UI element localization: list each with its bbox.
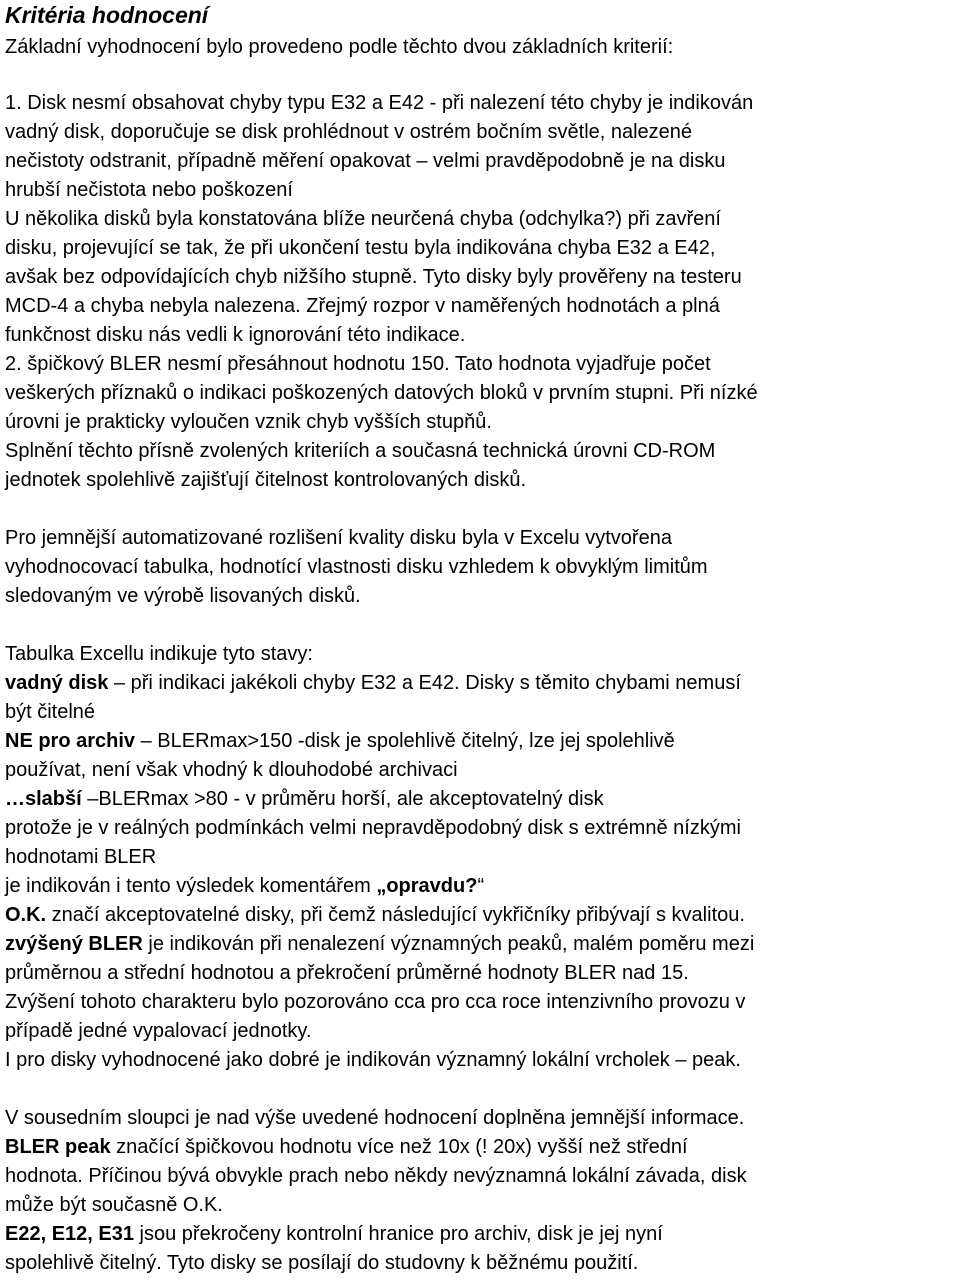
paragraph-gap: [5, 495, 960, 524]
text-line: protože je v reálných podmínkách velmi nepravděpodobný disk s extrémně nízkými: [5, 817, 741, 839]
state-zvyseny-bler: [5, 930, 960, 959]
text-line: případě jedné vypalovací jednotky.: [5, 1020, 312, 1042]
text-line: může být současně O.K.: [5, 1194, 223, 1216]
paragraph-gap: [5, 62, 960, 89]
text-line: hrubší nečistota nebo poškození: [5, 179, 293, 201]
excel-paragraph: [5, 524, 960, 611]
state-term: …slabší: [5, 788, 82, 810]
closing-quote: “: [477, 875, 485, 897]
state-ok: [5, 901, 960, 930]
text-line: jednotek spolehlivě zajišťují čitelnost kontrolovaných disků.: [5, 469, 527, 491]
text-line: být čitelné: [5, 701, 96, 723]
text-line: funkčnost disku nás vedli k ignorování této indikace.: [5, 324, 466, 346]
state-term: zvýšený BLER: [5, 933, 143, 955]
text-line: veškerých příznaků o indikaci poškozených datových bloků v prvním stupni. Při nízké: [5, 382, 758, 404]
state-term: BLER peak: [5, 1136, 111, 1158]
text-line: V sousedním sloupci je nad výše uvedené hodnocení doplněna jemnější informace.: [5, 1107, 745, 1129]
text-line: vyhodnocovací tabulka, hodnotící vlastnosti disku vzhledem k obvyklým limitům: [5, 556, 708, 578]
state-description: značící špičkovou hodnotu více než 10x (! 20x) vyšší než střední: [110, 1136, 688, 1158]
states-section: [5, 640, 960, 1075]
text-line: [5, 872, 960, 901]
text-line: průměrnou a střední hodnotou a překročení průměrné hodnoty BLER nad 15.: [5, 962, 689, 984]
paragraph-gap: [5, 611, 960, 640]
state-description: –BLERmax >80 - v průměru horší, ale akceptovatelný disk: [81, 788, 604, 810]
state-slabsi: [5, 785, 960, 814]
text-line: Splnění těchto přísně zvolených kriteriích a současná technická úrovni CD-ROM: [5, 440, 716, 462]
comment-intro: je indikován i tento výsledek komentářem: [5, 875, 377, 897]
text-line: používat, není však vhodný k dlouhodobé archivaci: [5, 759, 458, 781]
text-line: disku, projevující se tak, že při ukončení testu byla indikována chyba E32 a E42,: [5, 237, 716, 259]
state-description: – při indikaci jakékoli chyby E32 a E42. Disky s těmito chybami nemusí: [108, 672, 741, 694]
paragraph-gap: [5, 1075, 960, 1104]
text-line: vadný disk, doporučuje se disk prohlédnout v ostrém bočním světle, nalezené: [5, 121, 693, 143]
text-line: hodnota. Příčinou bývá obvykle prach nebo někdy nevýznamná lokální závada, disk: [5, 1165, 747, 1187]
text-line: MCD-4 a chyba nebyla nalezena. Zřejmý rozpor v naměřených hodnotách a plná: [5, 295, 720, 317]
text-line: úrovni je prakticky vyloučen vznik chyb vyšších stupňů.: [5, 411, 492, 433]
text-line: avšak bez odpovídajících chyb nižšího stupně. Tyto disky byly prověřeny na testeru: [5, 266, 742, 288]
state-term: NE pro archiv: [5, 730, 136, 752]
text-line: hodnotami BLER: [5, 846, 157, 868]
state-term: O.K.: [5, 904, 47, 926]
text-line: Pro jemnější automatizované rozlišení kvality disku byla v Excelu vytvořena: [5, 527, 672, 549]
state-description: – BLERmax>150 -disk je spolehlivě čitelný, lze jej spolehlivě: [135, 730, 675, 752]
state-term: E22, E12, E31: [5, 1223, 134, 1245]
state-bler-peak: [5, 1133, 960, 1162]
state-description: je indikován při nenalezení významných peaků, malém poměru mezi: [142, 933, 755, 955]
text-line: U několika disků byla konstatována blíže neurčená chyba (odchylka?) při zavření: [5, 208, 721, 230]
state-description: jsou překročeny kontrolní hranice pro archiv, disk je jej nyní: [133, 1223, 663, 1245]
intro-paragraph: Základní vyhodnocení bylo provedeno podle těchto dvou základních kriterií:: [5, 36, 674, 58]
state-error-codes: [5, 1220, 960, 1249]
text-line: 2. špičkový BLER nesmí přesáhnout hodnotu 150. Tato hodnota vyjadřuje počet: [5, 353, 711, 375]
text-line: spolehlivě čitelný. Tyto disky se posílají do studovny k běžnému použití.: [5, 1252, 639, 1274]
comment-text: „opravdu?: [376, 875, 478, 897]
criteria-1-paragraph: [5, 89, 960, 350]
text-line: I pro disky vyhodnocené jako dobré je indikován významný lokální vrcholek – peak.: [5, 1049, 741, 1071]
extra-info-section: [5, 1104, 960, 1278]
state-vadny-disk: [5, 669, 960, 698]
state-ne-pro-archiv: [5, 727, 960, 756]
text-line: 1. Disk nesmí obsahovat chyby typu E32 a E42 - při nalezení této chyby je indikován: [5, 92, 754, 114]
state-term: vadný disk: [5, 672, 109, 694]
states-heading: Tabulka Excellu indikuje tyto stavy:: [5, 643, 313, 665]
document-title: Kritéria hodnocení: [5, 2, 209, 28]
text-line: Zvýšení tohoto charakteru bylo pozorováno cca pro cca roce intenzivního provozu v: [5, 991, 746, 1013]
state-description: značí akceptovatelné disky, při čemž následující vykřičníky přibývají s kvalitou.: [46, 904, 745, 926]
text-line: nečistoty odstranit, případně měření opakovat – velmi pravděpodobně je na disku: [5, 150, 726, 172]
text-line: sledovaným ve výrobě lisovaných disků.: [5, 585, 361, 607]
criteria-2-paragraph: [5, 350, 960, 495]
